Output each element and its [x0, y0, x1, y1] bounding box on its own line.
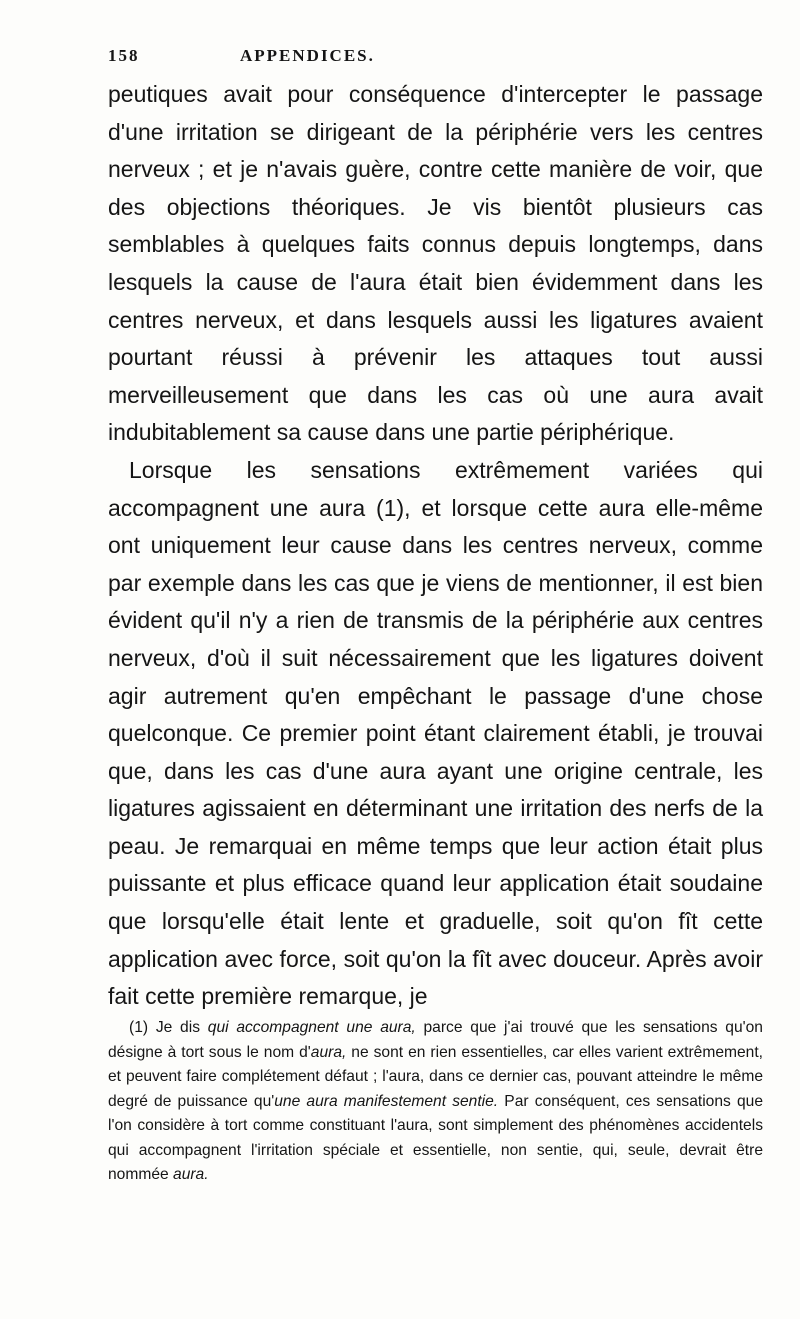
footnote-text-1: (1) Je dis — [129, 1019, 208, 1036]
footnote-text-4: Par conséquent, ces sensations que l'on considère à tort comme constituant l'aura, sont simplement des phénomènes accidentels qui accompagnent l'irritation spéciale et essentielle, non sentie, qui, seule, devrait être nommée — [108, 1092, 763, 1183]
paragraph-1: peutiques avait pour conséquence d'intercepter le passage d'une irritation se dirigeant de la périphérie vers les centres nerveux ; et je n'avais guère, contre cette manière de voir, que des objections théoriques. Je vis bientôt plusieurs cas semblables à quelques faits connus depuis longtemps, dans lesquels la cause de l'aura était bien évidemment dans les centres nerveux, et dans lesquels aussi les ligatures avaient pourtant réussi à prévenir les attaques tout aussi merveilleusement que dans les cas où une aura avait indubitablement sa cause dans une partie périphérique. — [108, 81, 763, 446]
footnote-italic-4: aura. — [173, 1166, 209, 1183]
footnote-italic-2: aura, — [310, 1043, 347, 1061]
footnote-text-2: parce que j'ai trouvé que les sensations qu'on désigne à tort sous le nom d' — [108, 1019, 763, 1061]
running-title: APPENDICES. — [240, 46, 375, 65]
footnote-italic-3: une aura manifestement sentie. — [274, 1092, 499, 1110]
footnote-italic-1: qui accompagnent une aura, — [207, 1019, 416, 1036]
running-head — [108, 46, 758, 72]
footnote — [108, 1016, 763, 1188]
footnote-text-3: ne sont en rien essentielles, car elles varient extrêmement, et peuvent faire complétement défaut ; l'aura, dans ce dernier cas, pouvant atteindre le même degré de puissance qu' — [108, 1043, 763, 1110]
paragraph-2: Lorsque les sensations extrêmement variées qui accompagnent une aura (1), et lorsque cette aura elle-même ont uniquement leur cause dans les centres nerveux, comme par exemple dans les cas que je viens de mentionner, il est bien évident qu'il n'y a rien de transmis de la périphérie aux centres nerveux, d'où il suit nécessairement que les ligatures doivent agir autrement qu'en empêchant le passage d'une chose quelconque. Ce premier point étant clairement établi, je trouvai que, dans les cas d'une aura ayant une origine centrale, les ligatures agissaient en déterminant une irritation des nerfs de la peau. Je remarquai en même temps que leur action était plus puissante et plus efficace quand leur application était soudaine que lorsqu'elle était lente et graduelle, soit qu'on fît cette application avec force, soit qu'on la fît avec douceur. Après avoir fait cette première remarque, je — [108, 456, 763, 1010]
body-text — [108, 76, 763, 1016]
page-number: 158 — [108, 46, 140, 65]
